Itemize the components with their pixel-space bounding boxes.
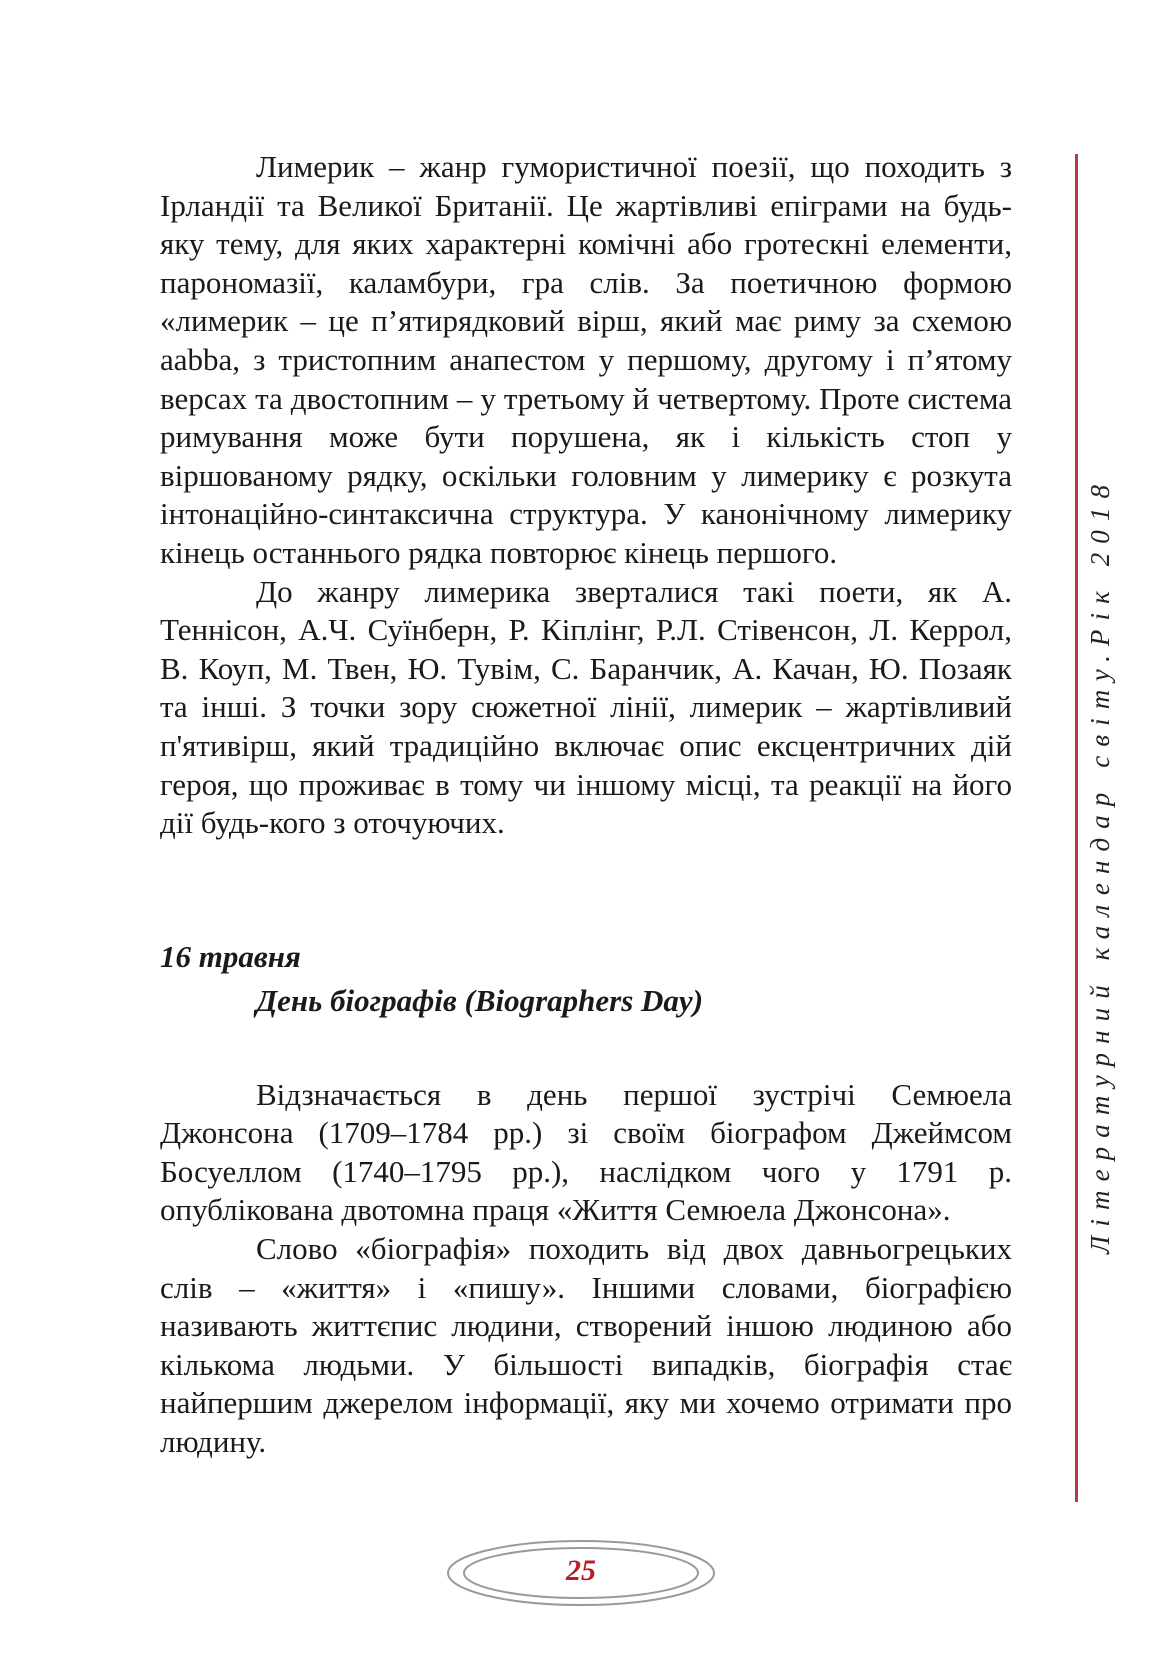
section-spacer: [160, 1019, 1012, 1076]
section-date: 16 травня: [160, 938, 301, 974]
paragraph-limerick-definition: Лимерик – жанр гумористичної поезії, що походить з Ірландії та Великої Британії. Це жартівливі епіграми на будь-яку тему, для яких характерні комічні або гротескні елементи, парономазії, каламбури, гра слів. За поетичною формою «лимерик – це п’ятирядковий вірш, який має риму за схемою aabba, з тристопним анапестом у першому, другому і п’ятому версах та двостопним – у третьому й четвертому. Проте система римування може бути порушена, як і кількість стоп у віршованому рядку, оскільки головним у лимерику є розкута інтонаційно-синтаксична структура. У канонічному лимерику кінець останнього рядка повторює кінець першого.: [160, 149, 1012, 570]
sidebar-divider-line: [1075, 154, 1078, 1502]
main-content: [160, 148, 1012, 1462]
paragraph-biographers-day: Відзначається в день першої зустрічі Семюела Джонсона (1709–1784 рр.) зі своїм біографом Джеймсом Босуеллом (1740–1795 рр.), наслідком чого у 1791 р. опублікована двотомна праця «Життя Семюела Джонсона».: [160, 1076, 1012, 1228]
page-number-badge: [445, 1538, 717, 1608]
sidebar-running-title: Літературний календар світу.Рік 2018: [1085, 475, 1115, 1254]
section-heading: День біографів (Biographers Day): [256, 982, 704, 1018]
paragraph-biography-word: Слово «біографія» походить від двох давньогрецьких слів – «життя» і «пишу». Іншими словами, біографією називають життєпис людини, створений іншою людиною або кількома людьми. У більшості випадків, біографія стає найпершим джерелом інформації, яку ми хочемо отримати про людину.: [160, 1231, 1012, 1460]
page-number: 25: [566, 1554, 596, 1587]
paragraph-limerick-poets: До жанру лимерика зверталися такі поети, як А. Теннісон, А.Ч. Суїнберн, Р. Кіплінг, Р.Л. Стівенсон, Л. Керрол, В. Коуп, М. Твен, Ю. Тувім, С. Баранчик, А. Качан, Ю. Позаяк та інші. З точки зору сюжетної лінії, лимерик – жартівливий п'ятивірш, який традиційно включає опис ексцентричних дій героя, що проживає в тому чи іншому місці, та реакції на його дії будь-кого з оточуючих.: [160, 573, 1012, 841]
